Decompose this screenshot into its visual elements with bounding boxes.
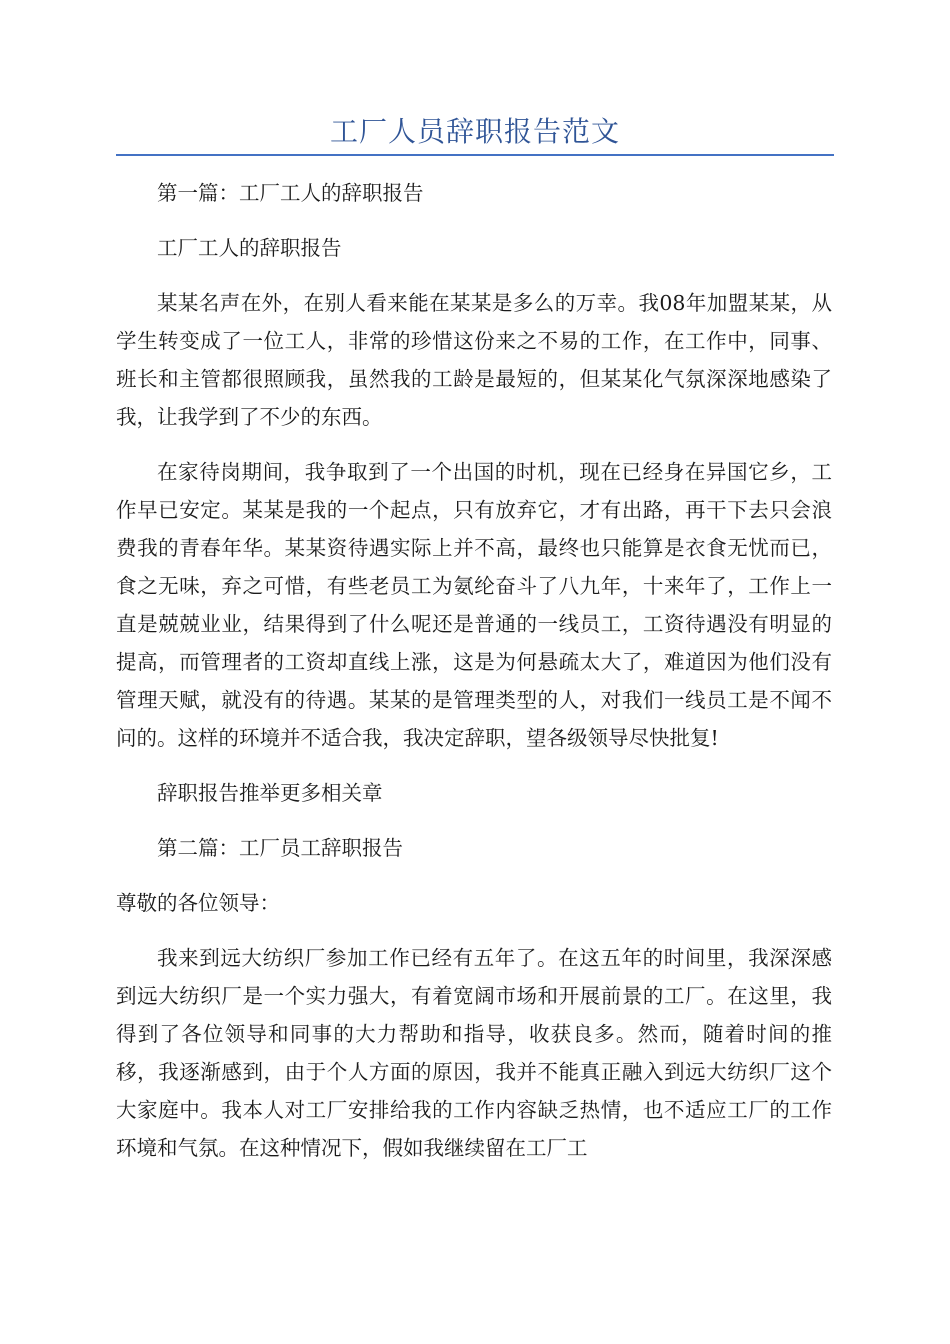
body-paragraph: 在家待岗期间，我争取到了一个出国的时机，现在已经身在异国它乡，工作早已安定。某某是我的一个起点，只有放弃它，才有出路，再干下去只会浪费我的青春年华。某某资待遇实际上并不高，最终也只能算是衣食无忧而已，食之无味，弃之可惜，有些老员工为氨纶奋斗了八九年，十来年了，工作上一直是兢兢业业，结果得到了什么呢还是普通的一线员工，工资待遇没有明显的提高，而管理者的工资却直线上涨，这是为何悬疏太大了，难道因为他们没有管理天赋，就没有的待遇。某某的是管理类型的人，对我们一线员工是不闻不问的。这样的环境并不适合我，我决定辞职，望各级领导尽快批复! xyxy=(116,460,832,750)
document-title: 工厂人员辞职报告范文 xyxy=(329,115,620,148)
subheading: 工厂工人的辞职报告 xyxy=(157,236,342,260)
body-paragraph: 我来到远大纺织厂参加工作已经有五年了。在这五年的时间里，我深深感到远大纺织厂是一个实力强大，有着宽阔市场和开展前景的工厂。在这里，我得到了各位领导和同事的大力帮助和指导，收获良多。然而，随着时间的推移，我逐渐感到，由于个人方面的原因，我并不能真正融入到远大纺织厂这个大家庭中。我本人对工厂安排给我的工作内容缺乏热情，也不适应工厂的工作环境和气氛。在这种情况下，假如我继续留在工厂工 xyxy=(116,946,832,1160)
title-underline xyxy=(116,154,834,156)
salutation: 尊敬的各位领导： xyxy=(116,891,280,915)
document-body xyxy=(116,174,832,1184)
body-paragraph: 某某名声在外，在别人看来能在某某是多么的万幸。我08年加盟某某，从学生转变成了一位工人，非常的珍惜这份来之不易的工作，在工作中，同事、班长和主管都很照顾我，虽然我的工龄是最短的，但某某化气氛深深地感染了我，让我学到了不少的东西。 xyxy=(116,291,832,429)
related-note: 辞职报告推举更多相关章 xyxy=(157,781,383,805)
section-heading-1: 第一篇：工厂工人的辞职报告 xyxy=(157,181,424,205)
section-heading-2: 第二篇：工厂员工辞职报告 xyxy=(157,836,403,860)
